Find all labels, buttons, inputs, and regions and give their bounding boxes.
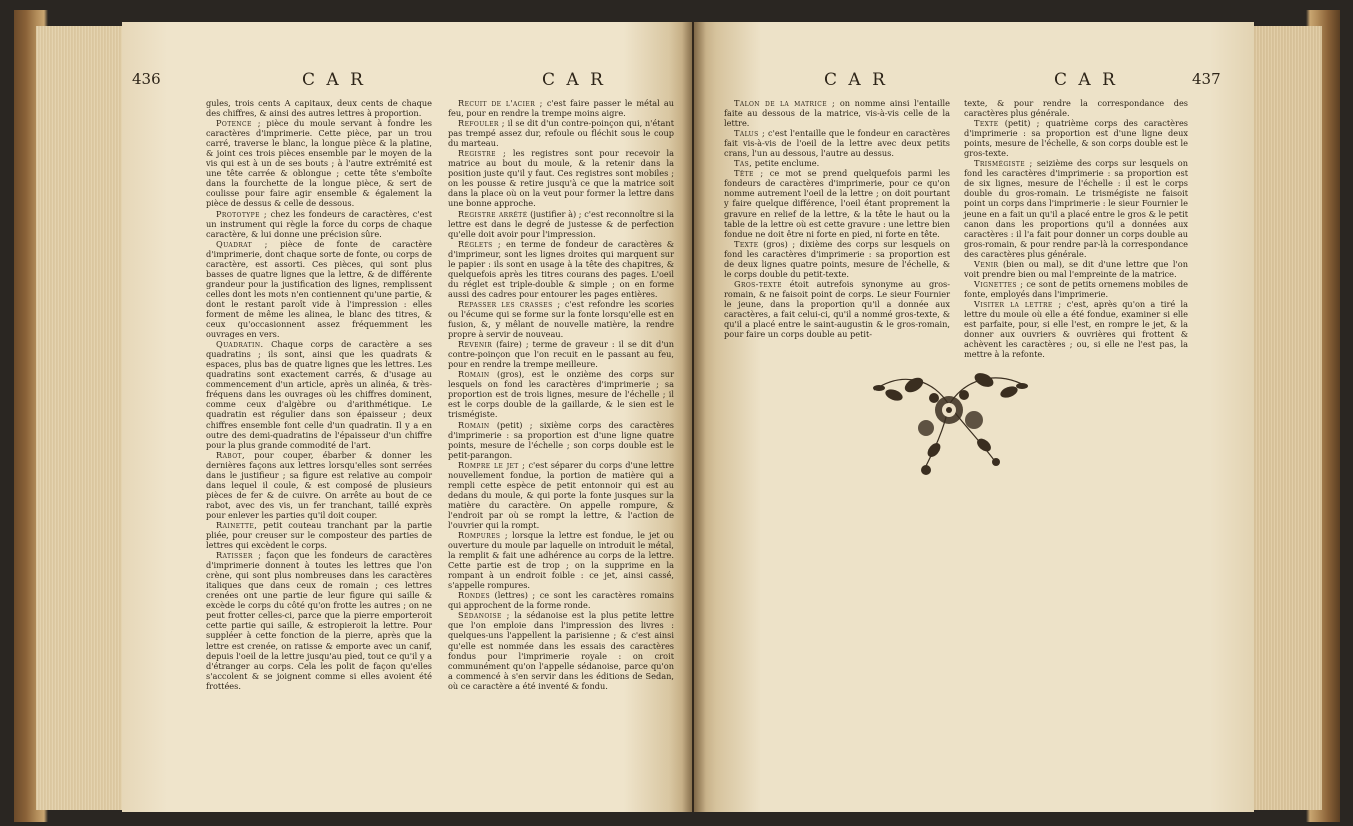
dictionary-entry bbox=[724, 98, 950, 128]
dictionary-entry bbox=[206, 118, 432, 208]
entry-text: c'est refondre les scories ou l'écume qui se forme sur la fonte lorsqu'elle est en fusion, &, y mêlant de nouvelle matière, la rendre propre à servir de nouveau. bbox=[448, 298, 675, 340]
entry-text: les registres sont pour recevoir la matrice au bout du moule, & la retenir dans la position juste qu'il y faut. Ces registres sont mobiles ; on les pousse & retire jusqu'à ce que la matrice soit dans la place où on la veut pour former la lettre dans une bonne approche. bbox=[448, 148, 674, 209]
dictionary-entry bbox=[448, 209, 674, 239]
entry-text: (justifier à) ; c'est reconnoître si la lettre est dans le degré de justesse & de perfection qu'elle doit avoir pour l'impression. bbox=[448, 208, 674, 239]
entry-text: texte, & pour rendre la correspondance des caractères plus générale. bbox=[964, 98, 1188, 119]
dictionary-entry bbox=[964, 98, 1188, 118]
dictionary-entry bbox=[724, 279, 950, 339]
entry-text: pour couper, ébarber & donner les dernières façons aux lettres lorsqu'elles sont serrées dans le justifieur ; sa figure est relative au compoir dans lequel il coule, & est composé de plusieurs pièces de fer & de cuivre. On arrête au bout de ce rabot, avec des vis, un fer tranchant, taillé exprès pour enlever les parties qu'il doit couper. bbox=[206, 449, 433, 520]
entry-headword: Quadratin. bbox=[216, 339, 264, 350]
entry-headword: Quadrat ; bbox=[216, 238, 268, 249]
running-head: C A R bbox=[542, 70, 606, 90]
dictionary-entry bbox=[448, 339, 674, 369]
entry-headword: Texte bbox=[734, 238, 759, 249]
entry-headword: Repasser les crasses ; bbox=[458, 298, 561, 309]
entry-headword: Texte bbox=[974, 118, 999, 129]
entry-text: c'est, après qu'on a tiré la lettre du moule où elle a été fondue, examiner si elle est parfaite, pour, si elle l'est, en rompre le jet, & la donner aux ouvriers & ouvrières qui frottent & achèvent les caractères ; ou, si elle ne l'est pas, la mettre à la refonte. bbox=[964, 298, 1189, 360]
entry-text: gules, trois cents A capitaux, deux cents de chaque des chiffres, & ainsi des autres lettres à proportion. bbox=[206, 98, 432, 119]
dictionary-entry bbox=[724, 239, 950, 279]
dictionary-entry bbox=[448, 369, 674, 419]
dictionary-entry bbox=[206, 520, 432, 550]
left-page-column-1 bbox=[206, 98, 432, 691]
entry-headword: Registre arrêté bbox=[458, 208, 528, 219]
dictionary-entry bbox=[964, 279, 1188, 299]
entry-headword: Réglets ; bbox=[458, 238, 502, 249]
dictionary-entry bbox=[448, 460, 674, 530]
entry-text: façon que les fondeurs de caractères d'imprimerie donnent à toutes les lettres que l'on crène, qui sont plus nombreuses dans les caractères italiques que dans ceux de romain ; ces lettres crenées ont une partie de leur figure qui saille & excède le corps du côté qu'on frotte les autres ; on ne peut frotter celles-ci, parce que la pierre emporteroit cette partie qui saille, & estropieroit la lettre. Pour suppléer à cette fonction de la pierre, après que la lettre est crenée, on ratisse & emporte avec un canif, depuis l'oeil de la lettre jusqu'au pied, tout ce qu'il y a d'étranger au corps. Cela les polit de façon qu'elles s'accolent & se joignent comme si elles avoient été frottées. bbox=[206, 550, 432, 691]
left-page-column-2 bbox=[448, 98, 674, 691]
entry-headword: Rabot, bbox=[216, 449, 245, 460]
page-number: 437 bbox=[1192, 70, 1221, 88]
left-page-header bbox=[122, 70, 692, 96]
entry-text: la sédanoise est la plus petite lettre que l'on emploie dans l'impression des livres : quelques-uns l'appellent la parisienne ; & c'est ainsi qu'elle est nommée dans les essais des caractères fondus pour l'imprimerie royale : on croit communément qu'on l'appelle sédanoise, parce qu'on a commencé à s'en servir dans les éditions de Sedan, où ce caractère a été inventé & fondu. bbox=[448, 610, 674, 691]
dictionary-entry bbox=[448, 590, 674, 610]
entry-headword: Rainette, bbox=[216, 519, 258, 530]
entry-headword: Sédanoise ; bbox=[458, 610, 510, 621]
dictionary-entry bbox=[724, 128, 950, 158]
entry-text: seizième des corps sur lesquels on fond les caractères d'imprimerie : sa proportion est de six lignes, mesure de l'échelle : il est le corps double du gros-romain. Le trismégiste ne faisoit point un corps dans l'imprimerie : le sieur Fournier le jeune en a fait un qu'il a placé entre le gros & le petit canon dans les proportions qu'il a données aux caractères : il l'a fait pour donner un corps double au gros-romain, & pour rendre par-là la correspondance des caractères plus générale. bbox=[964, 158, 1188, 259]
entry-headword: Trismégiste ; bbox=[974, 158, 1033, 169]
entry-headword: Potence ; bbox=[216, 118, 261, 129]
entry-text: chez les fondeurs de caractères, c'est un instrument qui règle la force du corps de chaque caractère, & lui donne une précision sûre. bbox=[206, 208, 432, 239]
page-number: 436 bbox=[132, 70, 161, 88]
entry-text: (gros), est le onzième des corps sur lesquels on fond les caractères d'imprimerie ; sa proportion est de trois lignes, mesure de l'échelle ; il est le corps double de la gaillarde, & le sien est le trismégiste. bbox=[448, 369, 674, 420]
entry-text: étoit autrefois synonyme au gros-romain, & ne faisoit point de corps. Le sieur Fournier le jeune, dans la proportion qu'il a donnée aux caractères, a fait celui-ci, qu'il a nommé gros-texte, & qu'il a placé entre le saint-augustin & le gros-romain, pour faire un corps double au petit- bbox=[724, 278, 950, 340]
entry-text: petit couteau tranchant par la partie pliée, pour creuser sur le composteur des parties de lettres qui excèdent le corps. bbox=[206, 519, 432, 551]
entry-headword: Romain bbox=[458, 369, 490, 380]
right-page-header bbox=[694, 70, 1254, 96]
left-page bbox=[122, 22, 692, 812]
book-gutter bbox=[682, 22, 706, 812]
entry-text: ce mot se prend quelquefois parmi les fondeurs de caractères d'imprimerie, pour ce qu'on nomme autrement l'oeil de la lettre ; on doit pourtant y faire quelque différence, l'oeil étant proprement la gravure en relief de la lettre, & la tête le haut ou la table de la lettre où est cette gravure : une lettre bien fondue ne doit être ni forte en pied, ni forte en tête. bbox=[724, 168, 950, 239]
entry-headword: Registre ; bbox=[458, 148, 507, 159]
entry-text: Chaque corps de caractère a ses quadratins ; ils sont, ainsi que les quadrats & espaces, plus bas de quatre lignes que les lettres. Les quadratins sont exactement carrés, & d'usage au commencement d'un article, après un alinéa, & très-fréquens dans les ouvrages où les chiffres dominent, comme ceux d'algèbre ou d'arithmétique. Le quadratin est régulier dans son épaisseur ; deux chiffres ensemble font celle d'un quadratin. Il y a en outre des demi-quadratins de l'épaisseur d'un chiffre pour la plus grande commodité de l'art. bbox=[206, 339, 432, 450]
entry-headword: Recuit de l'acier ; bbox=[458, 98, 543, 108]
entry-text: c'est faire passer le métal au feu, pour en rendre la trempe moins aigre. bbox=[448, 98, 674, 119]
dictionary-entry bbox=[964, 158, 1188, 258]
entry-headword: Ratisser ; bbox=[216, 550, 262, 561]
entry-text: il se dit d'un contre-poinçon qui, n'étant pas trempé assez dur, refoule ou fléchit sous le coup du marteau. bbox=[448, 118, 674, 149]
running-head: C A R bbox=[824, 70, 888, 90]
entry-text: pièce de fonte de caractère d'imprimerie, dont chaque sorte de fonte, ou corps de caractère, est assorti. Ces pièces, qui sont plus basses de quatre lignes que la lettre, & de différente grandeur pour la justification des lignes, remplissent celles dont les mots n'en contiennent qu'une partie, & dont le restant paroît vide à l'impression : elles forment de même les alinea, le blanc des titres, & ceux qu'occasionnent assez fréquemment les ouvrages en vers. bbox=[206, 238, 433, 340]
entry-text: (lettres) ; ce sont les caractères romains qui approchent de la forme ronde. bbox=[448, 590, 674, 611]
entry-text: lorsque la lettre est fondue, le jet ou ouverture du moule par laquelle on introduit le métal, la remplit & fait une adhérence au corps de la lettre. Cette partie est de trop ; on la supprime en la rompant à un endroit foible : ce jet, ainsi cassé, s'appelle rompures. bbox=[448, 530, 674, 591]
dictionary-entry bbox=[448, 530, 674, 590]
dictionary-entry bbox=[448, 299, 674, 339]
entry-text: ce sont de petits ornemens mobiles de fonte, employés dans l'imprimerie. bbox=[964, 278, 1188, 299]
entry-headword: Romain bbox=[458, 419, 490, 430]
dictionary-entry bbox=[448, 118, 674, 148]
dictionary-entry bbox=[206, 550, 432, 691]
entry-headword: Rondes bbox=[458, 590, 491, 601]
entry-text: pièce du moule servant à fondre les caractères d'imprimerie. Cette pièce, par un trou carré, traverse le blanc, la longue pièce & la platine, & joint ces trois pièces ensemble par le moyen de la vis qui est à un de ses bouts ; à l'autre extrémité est une tête carrée & oblongue ; cette tête s'emboîte dans la fourchette de la longue pièce, & sert de coulisse pour faire agir ensemble & également la pièce de dessus & celle de dessous. bbox=[206, 118, 432, 209]
entry-headword: Vignettes ; bbox=[974, 278, 1024, 289]
dictionary-entry bbox=[724, 168, 950, 238]
entry-headword: Rompre le jet ; bbox=[458, 459, 526, 470]
floral-vignette-ornament bbox=[864, 350, 1034, 480]
entry-headword: Gros-texte bbox=[734, 278, 782, 289]
entry-headword: Tas, bbox=[734, 158, 753, 169]
entry-headword: Talus ; bbox=[734, 128, 766, 139]
right-page-edges bbox=[1252, 26, 1322, 810]
entry-headword: Refouler ; bbox=[458, 118, 505, 129]
dictionary-entry bbox=[206, 450, 432, 520]
entry-text: petite enclume. bbox=[754, 158, 820, 169]
dictionary-entry bbox=[206, 239, 432, 339]
dictionary-entry bbox=[448, 610, 674, 690]
entry-text: en terme de fondeur de caractères & d'imprimeur, sont les lignes droites qui marquent sur le papier : ils sont en usage à la tête des chapitres, & quelquefois après les titres courans des pages. L'oeil du réglet est triple-double & simple ; on en forme aussi des cadres pour entourer les pages entières. bbox=[448, 238, 674, 299]
dictionary-entry bbox=[206, 98, 432, 118]
open-book bbox=[14, 10, 1340, 822]
entry-text: (petit) ; sixième corps des caractères d'imprimerie : sa proportion est d'une ligne quatre points, mesure de l'échelle ; son corps double est le petit-parangon. bbox=[448, 419, 674, 460]
dictionary-entry bbox=[448, 98, 674, 118]
entry-headword: Rompures ; bbox=[458, 530, 509, 541]
entry-text: c'est l'entaille que le fondeur en caractères fait vis-à-vis de l'oeil de la lettre avec deux petits crans, l'un au dessous, l'autre au dessus. bbox=[724, 128, 951, 159]
entry-text: on nomme ainsi l'entaille faite au dessous de la matrice, vis-à-vis celle de la lettre. bbox=[724, 98, 950, 129]
entry-text: (bien ou mal), se dit d'une lettre que l'on voit prendre bien ou mal l'empreinte de la matrice. bbox=[964, 258, 1188, 279]
left-page-edges bbox=[36, 26, 126, 810]
dictionary-entry bbox=[964, 259, 1188, 279]
running-head: C A R bbox=[1054, 70, 1118, 90]
entry-text: (gros) ; dixième des corps sur lesquels on fond les caractères d'imprimerie : sa proportion est de deux lignes quatre points, mesure de l'échelle, & le corps double du petit-texte. bbox=[724, 238, 950, 279]
dictionary-entry bbox=[448, 148, 674, 208]
entry-headword: Talon de la matrice ; bbox=[734, 98, 836, 108]
right-page bbox=[694, 22, 1254, 812]
dictionary-entry bbox=[724, 158, 950, 168]
entry-text: c'est séparer du corps d'une lettre nouvellement fondue, la portion de matière qui a rempli cette espèce de petit entonnoir qui est au dedans du moule, & qui porte la fonte jusques sur la matière du caractère. On appelle rompure, & l'endroit par où se rompt la lettre, & l'action de l'ouvrier qui la rompt. bbox=[448, 459, 674, 530]
dictionary-entry bbox=[448, 239, 674, 299]
dictionary-entry bbox=[206, 339, 432, 450]
dictionary-entry bbox=[964, 118, 1188, 158]
dictionary-entry bbox=[448, 420, 674, 460]
right-page-column-1 bbox=[724, 98, 950, 339]
entry-headword: Revenir bbox=[458, 339, 493, 350]
entry-headword: Tête ; bbox=[734, 168, 764, 179]
entry-headword: Prototype ; bbox=[216, 208, 268, 219]
dictionary-entry bbox=[206, 209, 432, 239]
entry-headword: Visiter la lettre ; bbox=[974, 298, 1062, 309]
running-head: C A R bbox=[302, 70, 366, 90]
entry-text: (petit) ; quatrième corps des caractères d'imprimerie : sa proportion est d'une ligne deux points, mesure de l'échelle, & son corps double est le gros-texte. bbox=[964, 118, 1188, 159]
entry-headword: Venir bbox=[974, 258, 999, 269]
right-page-column-2 bbox=[964, 98, 1188, 359]
entry-text: (faire) ; terme de graveur : il se dit d'un contre-poinçon que l'on recuit en le passant au feu, pour en rendre la trempe meilleure. bbox=[448, 339, 674, 370]
